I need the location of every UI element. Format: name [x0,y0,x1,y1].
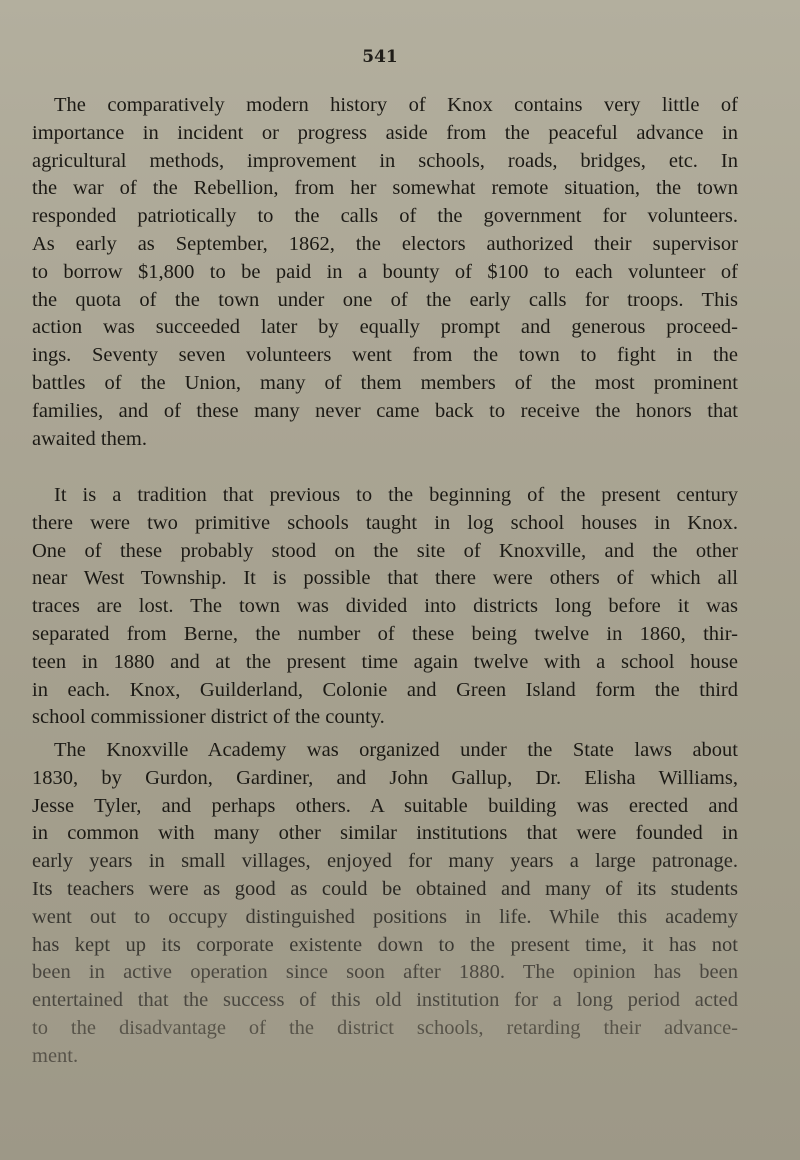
text-line: separated from Berne, the number of these being twelve in 1860, thir- [32,622,738,645]
text-line: It is a tradition that previous to the beginning of the present century [54,484,738,506]
text-line: Its teachers were as good as could be obtained and many of its students [32,877,738,900]
text-line: One of these probably stood on the site of Knoxville, and the other [32,539,738,562]
text-line: there were two primitive schools taught in log school houses in Knox. [32,511,738,534]
text-line: responded patriotically to the calls of the government for volunteers. [32,205,738,228]
text-line: entertained that the success of this old institution for a long period acted [32,989,738,1012]
text-line: in common with many other similar institutions that were founded in [32,822,738,845]
text-line: ings. Seventy seven volunteers went from the town to fight in the [32,344,738,367]
text-line: The comparatively modern history of Knox contains very little of [54,94,738,116]
paragraph-schools [32,482,738,732]
text-line: school commissioner district of the county. [32,706,385,729]
text-line: agricultural methods, improvement in schools, roads, bridges, etc. In [32,149,738,172]
text-line: families, and of these many never came back to receive the honors that [32,399,738,422]
text-line: been in active operation since soon after 1880. The opinion has been [32,961,738,984]
page-number: 541 [362,47,398,67]
text-line: the war of the Rebellion, from her somewhat remote situation, the town [32,177,738,200]
text-line: importance in incident or progress aside from the peaceful advance in [32,121,738,144]
text-line: traces are lost. The town was divided into districts long before it was [32,595,738,618]
text-line: battles of the Union, many of them members of the most prominent [32,371,738,394]
text-line: teen in 1880 and at the present time again twelve with a school house [32,650,738,673]
text-line: action was succeeded later by equally prompt and generous proceed- [32,316,738,339]
text-line: The Knoxville Academy was organized under the State laws about [54,739,738,761]
text-line: has kept up its corporate existente down to the present time, it has not [32,933,738,956]
text-line: ment. [32,1044,79,1067]
text-line: As early as September, 1862, the electors authorized their supervisor [32,232,738,255]
text-line: went out to occupy distinguished positions in life. While this academy [32,905,738,928]
text-line: to the disadvantage of the district schools, retarding their advance- [32,1016,738,1039]
text-line: near West Township. It is possible that there were others of which all [32,567,738,590]
text-line: 1830, by Gurdon, Gardiner, and John Gallup, Dr. Elisha Williams, [32,766,738,789]
text-line: in each. Knox, Guilderland, Colonie and Green Island form the third [32,678,738,701]
text-line: the quota of the town under one of the early calls for troops. This [32,288,738,311]
paragraph-civil-war [32,92,738,453]
text-line: Jesse Tyler, and perhaps others. A suitable building was erected and [32,794,738,817]
paragraph-academy [32,737,738,1071]
text-line: early years in small villages, enjoyed for many years a large patronage. [32,850,738,873]
text-line: to borrow $1,800 to be paid in a bounty of $100 to each volunteer of [32,260,738,283]
text-line: awaited them. [32,427,147,450]
